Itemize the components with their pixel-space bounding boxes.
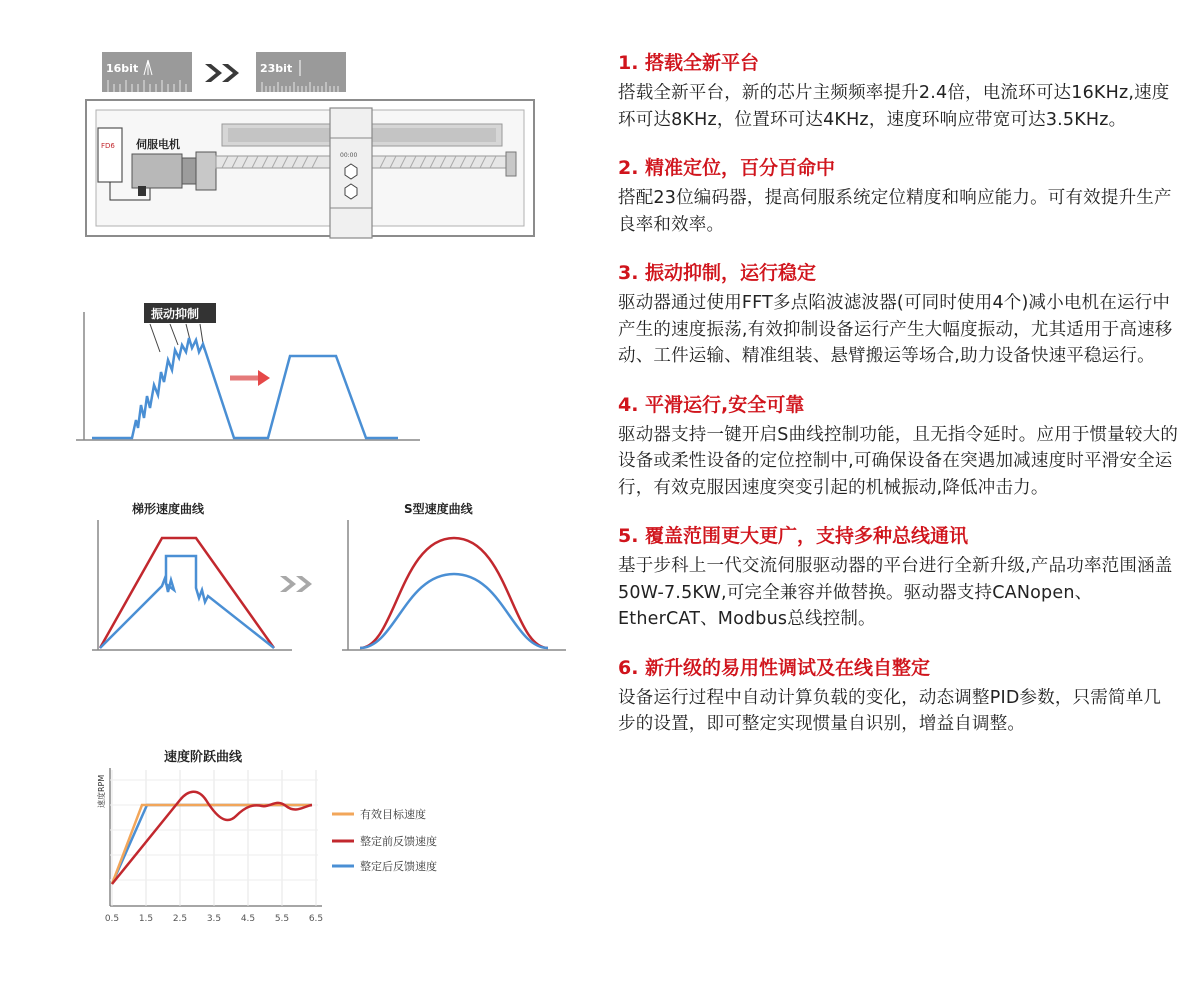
- legend-before: 整定前反馈速度: [360, 835, 437, 848]
- x-tick-label: 3.5: [206, 914, 222, 924]
- step-response-chart: [0, 765, 600, 935]
- feature-title: 2. 精准定位，百分百命中: [618, 157, 836, 179]
- feature-description-line: 备运行产生大幅度振动，尤其适用于高速移动、工: [618, 319, 1173, 366]
- feature-6: [618, 655, 1178, 738]
- x-tick-labels: [105, 914, 323, 924]
- feature-5: [618, 523, 1178, 633]
- trapezoid-title: 梯形速度曲线: [132, 502, 205, 516]
- ruler-23bit-label: 23bit: [260, 62, 293, 75]
- carriage: [330, 108, 372, 238]
- feature-description-line: 基于步科上一代交流伺服驱动器的平台进行全新升: [618, 556, 1008, 576]
- feature-description-line: 4个)减小电机在运行中产生的速度振荡,有效抑制设: [618, 293, 1171, 340]
- x-tick-label: 0.5: [104, 914, 120, 924]
- legend-after: 整定后反馈速度: [360, 860, 437, 873]
- feature-4: [618, 392, 1178, 502]
- step-chart-title: 速度阶跃曲线: [164, 750, 243, 765]
- feature-description-line: 件运输、精准组装、悬臂搬运等场合,助力设备快速: [671, 346, 1067, 366]
- x-tick-label: 2.5: [172, 914, 188, 924]
- svg-text:00:00: 00:00: [340, 152, 358, 159]
- svg-text:伺服电机: 伺服电机: [136, 138, 180, 151]
- feature-title: 1. 搭载全新平台: [618, 52, 760, 74]
- feature-list: [618, 50, 1178, 760]
- feature-description: [618, 80, 1178, 133]
- x-tick-label: 1.5: [138, 914, 154, 924]
- feature-description-line: 量自识别，增益自调整。: [830, 714, 1026, 734]
- feature-description-line: 4KHz，速度环响应带宽可达3.5KHz。: [823, 109, 1127, 130]
- feature-description-line: 驱动器支持一键开启S曲线控制功能，且无指令延: [618, 424, 1002, 445]
- double-chevron-icon: [205, 64, 239, 82]
- feature-description-line: 线控制。: [804, 609, 876, 629]
- feature-2: [618, 155, 1178, 238]
- s-curve-title: S型速度曲线: [404, 502, 473, 516]
- feature-description: [618, 290, 1178, 370]
- vibration-label: 振动抑制: [151, 307, 200, 321]
- feature-title: 3. 振动抑制，运行稳定: [618, 262, 817, 284]
- y-axis-label: 速度RPM: [97, 774, 106, 808]
- chart-grid: [110, 770, 318, 906]
- feature-description-line: 替换。: [850, 582, 904, 603]
- chart-legend: [332, 807, 437, 873]
- feature-title: 4. 平滑运行,安全可靠: [618, 393, 805, 416]
- svg-text:FD6: FD6: [101, 142, 115, 150]
- feature-description-line: 力。可有效提升生产良率和效率。: [618, 188, 1172, 235]
- ruler-16bit: [102, 52, 192, 92]
- feature-description-line: 效克服因速度突变引起的机械振动,降低冲击力。: [671, 477, 1049, 498]
- x-tick-label: 6.5: [308, 914, 324, 924]
- feature-description-line: 驱动器通过使用FFT多点陷波滤波器(可同时使用: [618, 293, 993, 313]
- legend-target: 有效目标速度: [360, 808, 426, 821]
- feature-description-line: 环可达16KHz,速度环可达8KHz，位置环可达: [618, 83, 1170, 130]
- feature-description-line: 平稳运行。: [1066, 346, 1155, 366]
- feature-description-line: 设备运行过程中自动计算负载的变化，动态调整: [618, 687, 990, 708]
- feature-description-line: PID参数，只需简单几步的设置，即可整定实现惯: [618, 687, 1162, 734]
- x-tick-label: 5.5: [274, 914, 290, 924]
- vibration-suppression-diagram: [0, 295, 600, 465]
- feature-description-line: 驱动器支持CANopen、EtherCAT、Modbus总: [618, 582, 1093, 629]
- feature-title: 6. 新升级的易用性调试及在线自整定: [618, 656, 931, 679]
- feature-title: 5. 覆盖范围更大更广，支持多种总线通讯: [618, 525, 969, 547]
- feature-description: [618, 422, 1178, 502]
- feature-description-line: 搭配23位编码器，提高伺服系统定位精度和响应能: [618, 188, 1013, 208]
- feature-description: [618, 685, 1178, 738]
- linear-stage-diagram: [0, 40, 600, 290]
- speed-profiles-diagram: [0, 515, 600, 655]
- illustrations-column: [0, 0, 600, 990]
- feature-description-line: 时。应用于惯量较大的设备或柔性设备的定位控制: [618, 424, 1179, 471]
- feature-description: [618, 185, 1178, 238]
- x-tick-label: 4.5: [240, 914, 256, 924]
- feature-description-line: 级,产品功率范围涵盖50W-7.5KW,可完全兼容并做: [618, 556, 1173, 603]
- ruler-16bit-label: 16bit: [106, 62, 139, 75]
- feature-1: [618, 50, 1178, 133]
- feature-description-line: 搭载全新平台，新的芯片主频频率提升2.4倍，电流: [618, 83, 1019, 103]
- ruler-23bit: [256, 52, 346, 92]
- feature-3: [618, 260, 1178, 370]
- double-chevron-icon: [280, 576, 312, 592]
- feature-description-line: 中,可确保设备在突遇加减速度时平滑安全运行，有: [618, 451, 1173, 498]
- feature-description: [618, 553, 1178, 633]
